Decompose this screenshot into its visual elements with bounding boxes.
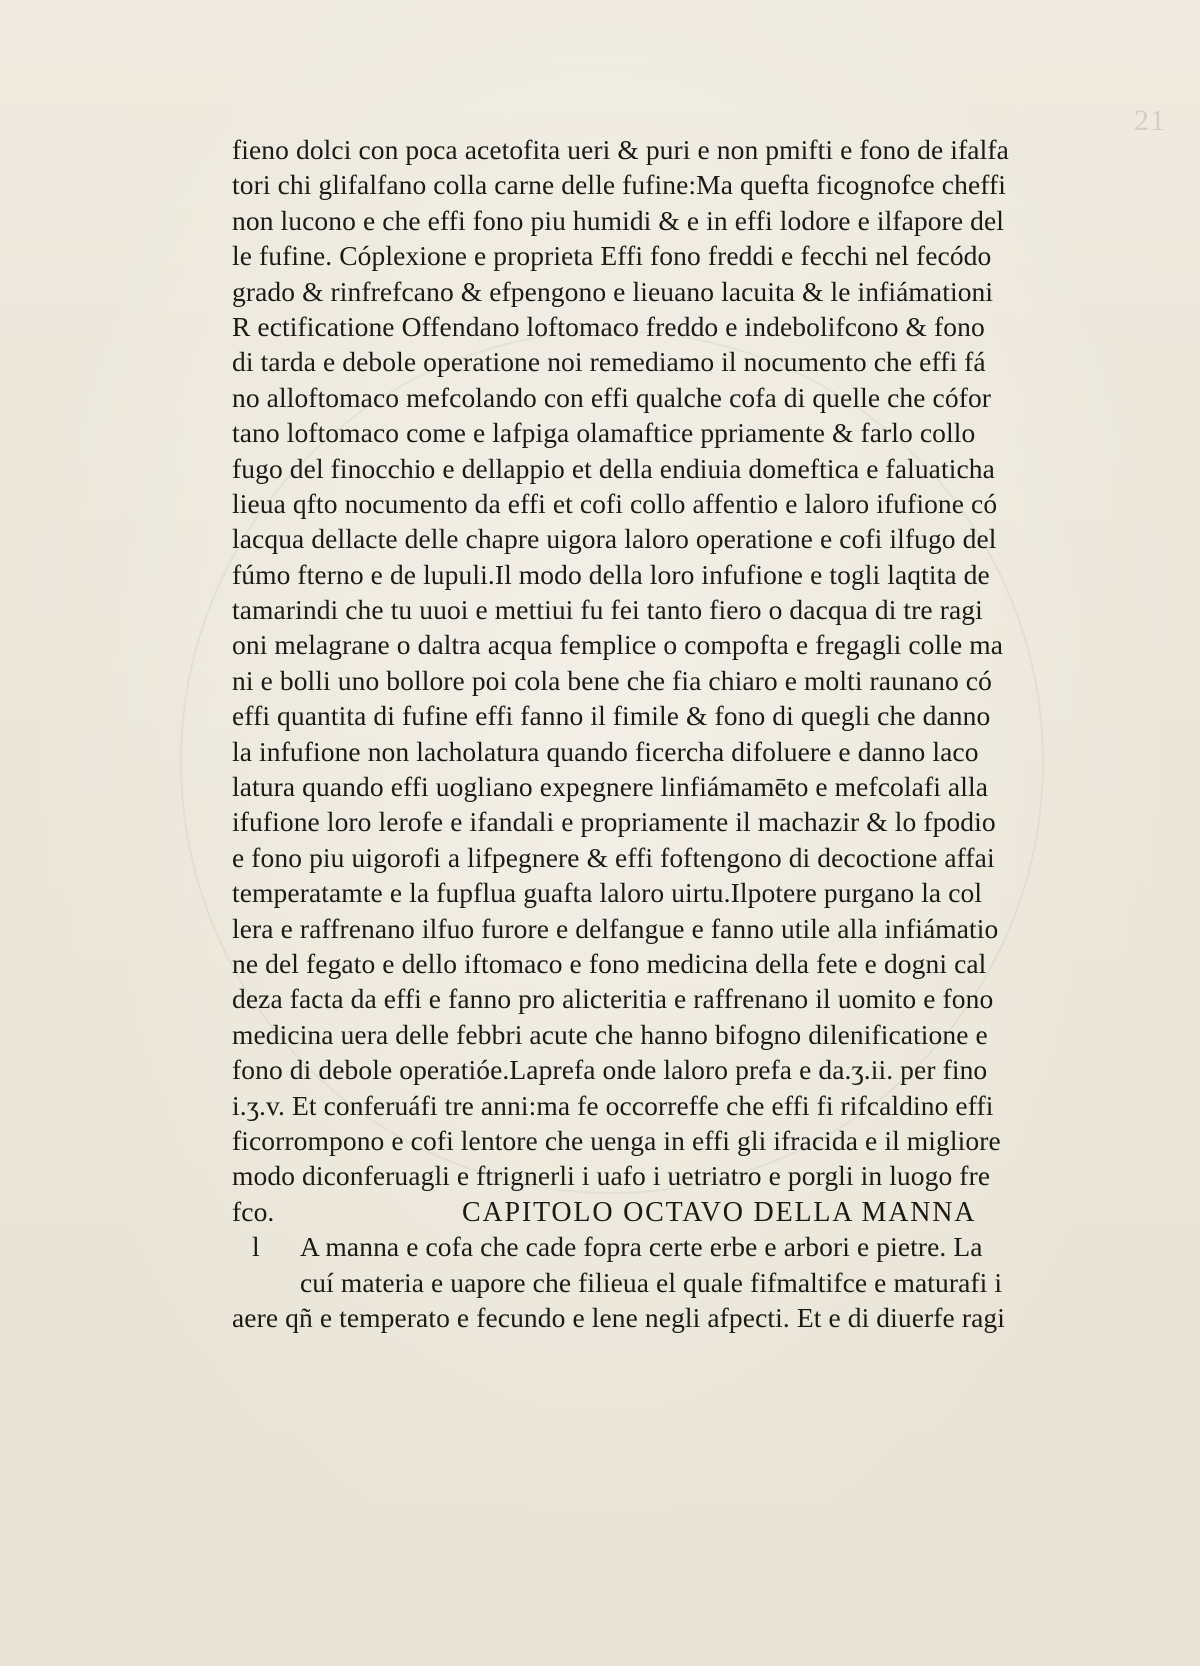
text-line: non lucono e che effi fono piu humidi & e in effi lodore e ilfapore del bbox=[232, 204, 1005, 236]
text-line: A manna e cofa che cade fopra certe erbe e arbori e pietre. La bbox=[300, 1231, 983, 1263]
text-line: effi quantita di fufine effi fanno il fimile & fono di quegli che danno bbox=[232, 700, 991, 732]
chapter-heading: CAPITOLO OCTAVO DELLA MANNA bbox=[462, 1196, 977, 1228]
text-line: fugo del finocchio e dellappio et della endiuia domeftica e faluaticha bbox=[232, 452, 995, 484]
text-block bbox=[232, 132, 1098, 1335]
text-line: ne del fegato e dello iftomaco e fono medicina della fete e dogni cal bbox=[232, 947, 987, 979]
chapter-heading-line bbox=[232, 1194, 1098, 1229]
text-line: lieua qfto nocumento da effi et cofi collo affentio e laloro ifufione có bbox=[232, 487, 998, 519]
text-line: lera e raffrenano ilfuo furore e delfangue e fanno utile alla infiámatio bbox=[232, 912, 999, 944]
text-line: latura quando effi uogliano expegnere linfiámamēto e mefcolafi alla bbox=[232, 771, 989, 803]
text-line: deza facta da effi e fanno pro alicteritia e raffrenano il uomito e fono bbox=[232, 983, 994, 1015]
text-line: grado & rinfrefcano & efpengono e lieuano lacuita & le infiámationi bbox=[232, 275, 994, 307]
initial-letter: l bbox=[252, 1231, 260, 1263]
text-line: temperatamte e la fupflua guafta laloro uirtu.Ilpotere purgano la col bbox=[232, 877, 983, 909]
text-line: aere qñ e temperato e fecundo e lene negli afpecti. Et e di diuerfe ragi bbox=[232, 1301, 1005, 1333]
text-line: tori chi glifalfano colla carne delle fufine:Ma quefta ficognofce cheffi bbox=[232, 169, 1007, 201]
text-line: i.ʒ.v. Et conferuáfi tre anni:ma fe occorreffe che effi fi rifcaldino effi bbox=[232, 1089, 994, 1121]
text-line: tano loftomaco come e lafpiga olamaftice ppriamente & farlo collo bbox=[232, 417, 976, 449]
text-line: tamarindi che tu uuoi e mettiui fu fei tanto fiero o dacqua di tre ragi bbox=[232, 594, 983, 626]
text-line: ni e bolli uno bollore poi cola bene che fia chiaro e molti raunano có bbox=[232, 664, 992, 696]
text-line: di tarda e debole operatione noi remediamo il nocumento che effi fá bbox=[232, 346, 986, 378]
text-line: e fono piu uigorofi a lifpegnere & effi foftengono di decoctione affai bbox=[232, 841, 995, 873]
text-line: medicina uera delle febbri acute che hanno bifogno dilenificatione e bbox=[232, 1018, 988, 1050]
line-end-fragment: fco. bbox=[232, 1195, 275, 1227]
text-line: cuí materia e uapore che filieua el quale fifmaltifce e maturafi i bbox=[300, 1266, 1003, 1298]
folio-number: 21 bbox=[1134, 104, 1166, 137]
text-line: le fufine. Cóplexione e proprieta Effi fono freddi e fecchi nel fecódo bbox=[232, 240, 992, 272]
text-line: ficorrompono e cofi lentore che uenga in effi gli ifracida e il migliore bbox=[232, 1124, 1001, 1156]
text-line: R ectificatione Offendano loftomaco freddo e indebolifcono & fono bbox=[232, 310, 985, 342]
text-line: fúmo fterno e de lupuli.Il modo della loro infufione e togli laqtita de bbox=[232, 558, 990, 590]
text-line: fieno dolci con poca acetofita ueri & puri e non pmifti e fono de ifalfa bbox=[232, 134, 1009, 165]
text-line: oni melagrane o daltra acqua femplice o compofta e fregagli colle ma bbox=[232, 629, 1004, 661]
text-line: la infufione non lacholatura quando ficercha difoluere e danno laco bbox=[232, 735, 979, 767]
initial-letter-line bbox=[232, 1229, 1098, 1264]
text-line: no alloftomaco mefcolando con effi qualche cofa di quelle che cófor bbox=[232, 381, 992, 413]
text-line: modo diconferuagli e ftrignerli i uafo i uetriatro e porgli in luogo fre bbox=[232, 1160, 991, 1192]
text-line: lacqua dellacte delle chapre uigora laloro operatione e cofi ilfugo del bbox=[232, 523, 997, 555]
text-line: fono di debole operatióe.Laprefa onde laloro prefa e da.ʒ.ii. per fino bbox=[232, 1054, 988, 1086]
text-line: ifufione loro lerofe e ifandali e propriamente il machazir & lo fpodio bbox=[232, 806, 996, 838]
